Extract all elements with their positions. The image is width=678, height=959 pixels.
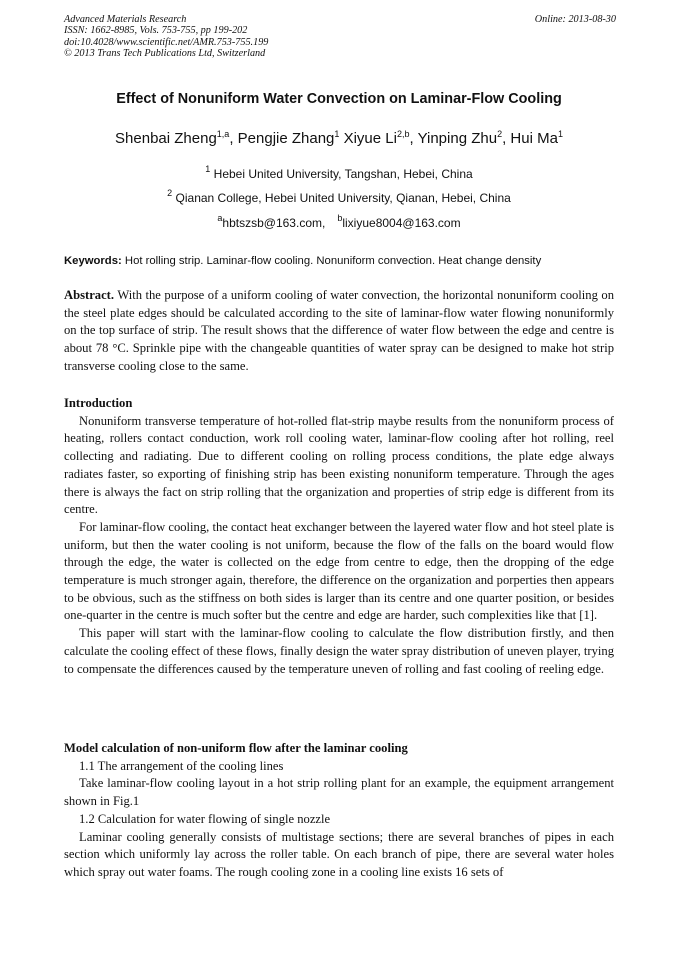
paper-title: Effect of Nonuniform Water Convection on Laminar-Flow Cooling bbox=[116, 91, 562, 107]
author-affiliation-mark: 1 bbox=[557, 129, 563, 139]
doi-line: doi:10.4028/www.scientific.net/AMR.753-755.199 bbox=[64, 36, 269, 48]
author-name: Pengjie Zhang bbox=[237, 130, 335, 147]
affiliation-text: Qianan College, Hebei United University, Qianan, Hebei, China bbox=[175, 191, 511, 205]
abstract-label: Abstract. bbox=[64, 288, 115, 302]
issn-line: ISSN: 1662-8985, Vols. 753-755, pp 199-202 bbox=[64, 25, 248, 37]
body-paragraph: Laminar cooling generally consists of multistage sections; there are several branches of pipes in each section which uniformly lay across the roller table. On each branch of pipe, there are several water holes which spray out water foams. The rough cooling zone in a cooling line exists 16 sets of bbox=[64, 829, 614, 879]
affiliation-2 bbox=[0, 188, 678, 205]
email-address[interactable]: hbtszsb@163.com, bbox=[222, 216, 326, 230]
email-address[interactable]: lixiyue8004@163.com bbox=[342, 216, 461, 230]
affiliation-text: Hebei United University, Tangshan, Hebei, China bbox=[213, 167, 473, 181]
author-separator: , bbox=[409, 130, 418, 147]
body-paragraph: Take laminar-flow cooling layout in a hot strip rolling plant for an example, the equipment arrangement shown in Fig.1 bbox=[64, 776, 614, 809]
author-name: Yinping Zhu bbox=[417, 130, 498, 147]
author-name: Xiyue Li bbox=[343, 130, 397, 147]
journal-name: Advanced Materials Research bbox=[64, 14, 187, 25]
journal-header bbox=[64, 14, 616, 60]
subsection-heading: 1.1 The arrangement of the cooling lines bbox=[79, 758, 284, 773]
email-line bbox=[0, 213, 678, 230]
affiliation-mark: 2 bbox=[167, 188, 173, 198]
introduction-section bbox=[64, 395, 614, 678]
affiliation-mark: 1 bbox=[205, 164, 211, 174]
author-separator: , bbox=[502, 130, 511, 147]
author-affiliation-mark: 2,b bbox=[396, 129, 410, 139]
body-paragraph: This paper will start with the laminar-flow cooling to calculate the flow distribution firstly, and then calculate the cooling effect of these flows, finally design the water spray distribution of uneven player, trying to compensate the differences caused by the temperature uneven of rolling and fast cooling of reeling edge. bbox=[64, 626, 614, 676]
author-affiliation-mark: 1,a bbox=[216, 129, 230, 139]
subsection-heading: 1.2 Calculation for water flowing of single nozzle bbox=[79, 811, 331, 826]
abstract-text: With the purpose of a uniform cooling of water convection, the horizontal nonuniform cooling on the steel plate edges should be calculated according to the site of laminar-flow water flowing nonuniformly on the top surface of strip. The result shows that the difference of water flow between the edge and centre is about 78 °C. Sprinkle pipe with the changeable quantities of water spray can be designed to make hot strip transverse cooling close to the same. bbox=[64, 288, 615, 373]
author-list bbox=[0, 130, 678, 147]
author-affiliation-mark: 1 bbox=[334, 129, 340, 139]
keywords-line bbox=[64, 255, 616, 267]
abstract-block bbox=[64, 287, 614, 376]
keywords-label: Keywords: bbox=[64, 255, 122, 267]
author-name: Shenbai Zheng bbox=[115, 130, 217, 147]
keywords-text: Hot rolling strip. Laminar-flow cooling. Nonuniform convection. Heat change density bbox=[124, 255, 542, 267]
online-date: Online: 2013-08-30 bbox=[534, 14, 616, 25]
affiliation-1 bbox=[0, 164, 678, 181]
section-heading: Model calculation of non-uniform flow after the laminar cooling bbox=[64, 741, 408, 755]
author-separator: , bbox=[229, 130, 238, 147]
body-paragraph: Nonuniform transverse temperature of hot-rolled flat-strip maybe results from the nonuniform process of heating, rollers contact conduction, work roll cooling water, laminar-flow cooling after hot rolling, reel collecting and radiating. Due to different cooling on rolling process conditions, the plate edge always radiates faster, so exporting of finishing strip has been existing nonuniform temperature. Through the ages there is always the fact on strip rolling that the organization and properties of strip edge is different from its centre. bbox=[64, 413, 614, 517]
abstract-paragraph bbox=[64, 287, 614, 376]
email-mark: a bbox=[217, 213, 223, 223]
copyright-line: © 2013 Trans Tech Publications Ltd, Switzerland bbox=[64, 48, 266, 60]
author-affiliation-mark: 2 bbox=[497, 129, 503, 139]
body-paragraph: For laminar-flow cooling, the contact heat exchanger between the layered water flow and hot steel plate is uniform, but then the water cooling is not uniform, because the flow of the falls on the board would flow through the edge, the water is collected on the edge from centre to edge, then the dropping of the edge temperature is much stronger again, therefore, the difference on the organization and porperties then appears to be obvious, such as the stiffness on both sides is larger than its centre and one quarter position, or besides one-quarter in the centre is much softer but the centre and edge are harder, such complexities like that [1]. bbox=[64, 519, 614, 623]
author-name: Hui Ma bbox=[510, 130, 558, 147]
email-mark: b bbox=[337, 213, 343, 223]
section-heading: Introduction bbox=[64, 396, 133, 410]
model-section bbox=[64, 740, 614, 882]
